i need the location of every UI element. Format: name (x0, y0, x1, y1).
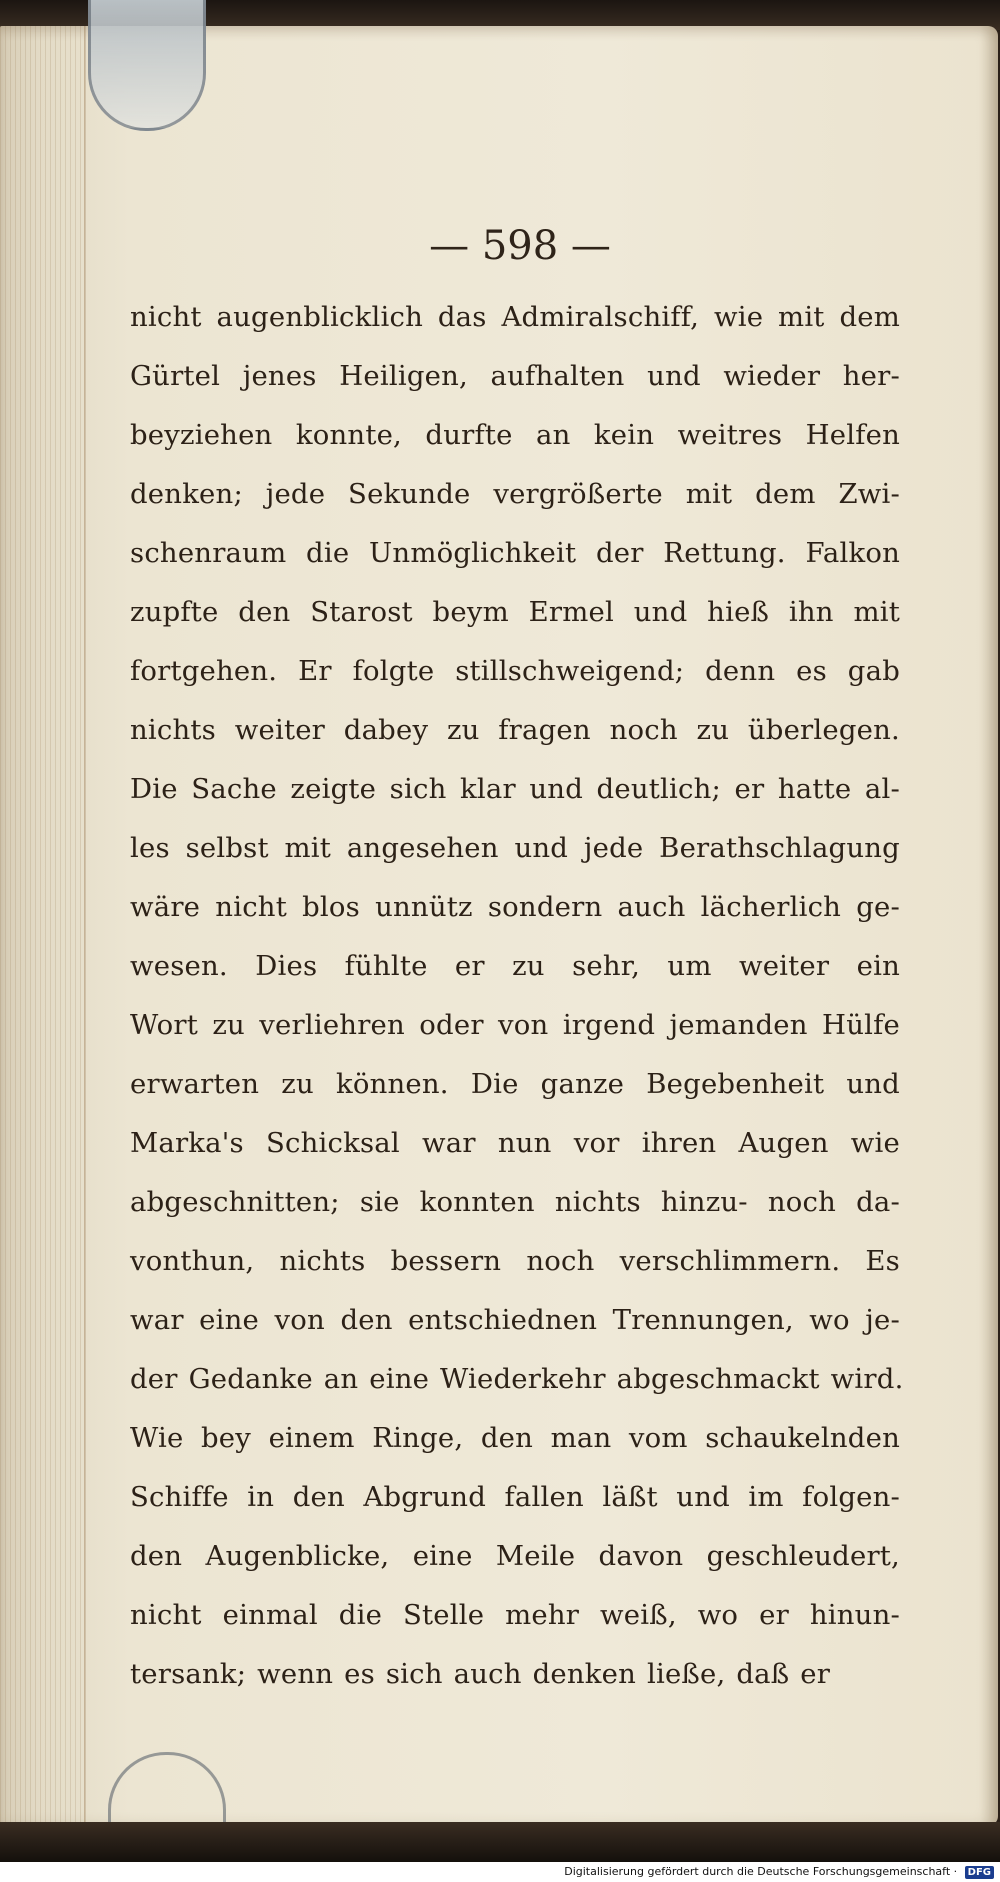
text-line: der Gedanke an eine Wiederkehr abgeschmackt wird. (130, 1363, 904, 1395)
text-line: erwarten zu können. Die ganze Begebenheit und (130, 1068, 900, 1100)
text-line: denken; jede Sekunde vergrößerte mit dem Zwi- (130, 478, 900, 510)
text-line: wäre nicht blos unnütz sondern auch lächerlich ge- (130, 891, 900, 923)
digitization-footer (0, 1862, 1000, 1882)
text-line: Schiffe in den Abgrund fallen läßt und im folgen- (130, 1481, 900, 1513)
text-line: Marka's Schicksal war nun vor ihren Augen wie (130, 1127, 900, 1159)
text-line: nicht einmal die Stelle mehr weiß, wo er hinun- (130, 1599, 900, 1631)
text-line: fortgehen. Er folgte stillschweigend; denn es gab (130, 655, 900, 687)
book-page (0, 26, 998, 1826)
text-line: les selbst mit angesehen und jede Berathschlagung (130, 832, 900, 864)
text-line: zupfte den Starost beym Ermel und hieß ihn mit (130, 596, 900, 628)
text-line: Wie bey einem Ringe, den man vom schaukelnden (130, 1422, 900, 1454)
text-line: tersank; wenn es sich auch denken ließe, daß er (130, 1658, 831, 1690)
page-number: — 598 — (429, 223, 611, 269)
text-line: vonthun, nichts bessern noch verschlimmern. Es (130, 1245, 900, 1277)
page-clip-top (88, 0, 206, 131)
book-bottom-edge (0, 1822, 1000, 1862)
text-line: wesen. Dies fühlte er zu sehr, um weiter ein (130, 950, 900, 982)
text-line: Wort zu verliehren oder von irgend jemanden Hülfe (130, 1009, 900, 1041)
text-line: war eine von den entschiednen Trennungen, wo je- (130, 1304, 900, 1336)
text-line: abgeschnitten; sie konnten nichts hinzu- noch da- (130, 1186, 900, 1218)
text-line: Gürtel jenes Heiligen, aufhalten und wieder her- (130, 360, 900, 392)
text-line: beyziehen konnte, durfte an kein weitres Helfen (130, 419, 900, 451)
page-text-block (130, 288, 904, 1704)
dfg-logo: DFG (965, 1866, 994, 1879)
text-line: nichts weiter dabey zu fragen noch zu überlegen. (130, 714, 900, 746)
text-line: Die Sache zeigte sich klar und deutlich; er hatte al- (130, 773, 900, 805)
text-line: schenraum die Unmöglichkeit der Rettung. Falkon (130, 537, 900, 569)
text-line: nicht augenblicklich das Admiralschiff, wie mit dem (130, 301, 900, 333)
page-stack-edge (0, 26, 86, 1826)
footer-credit: Digitalisierung gefördert durch die Deutsche Forschungsgemeinschaft · (564, 1865, 958, 1878)
text-line: den Augenblicke, eine Meile davon geschleudert, (130, 1540, 900, 1572)
